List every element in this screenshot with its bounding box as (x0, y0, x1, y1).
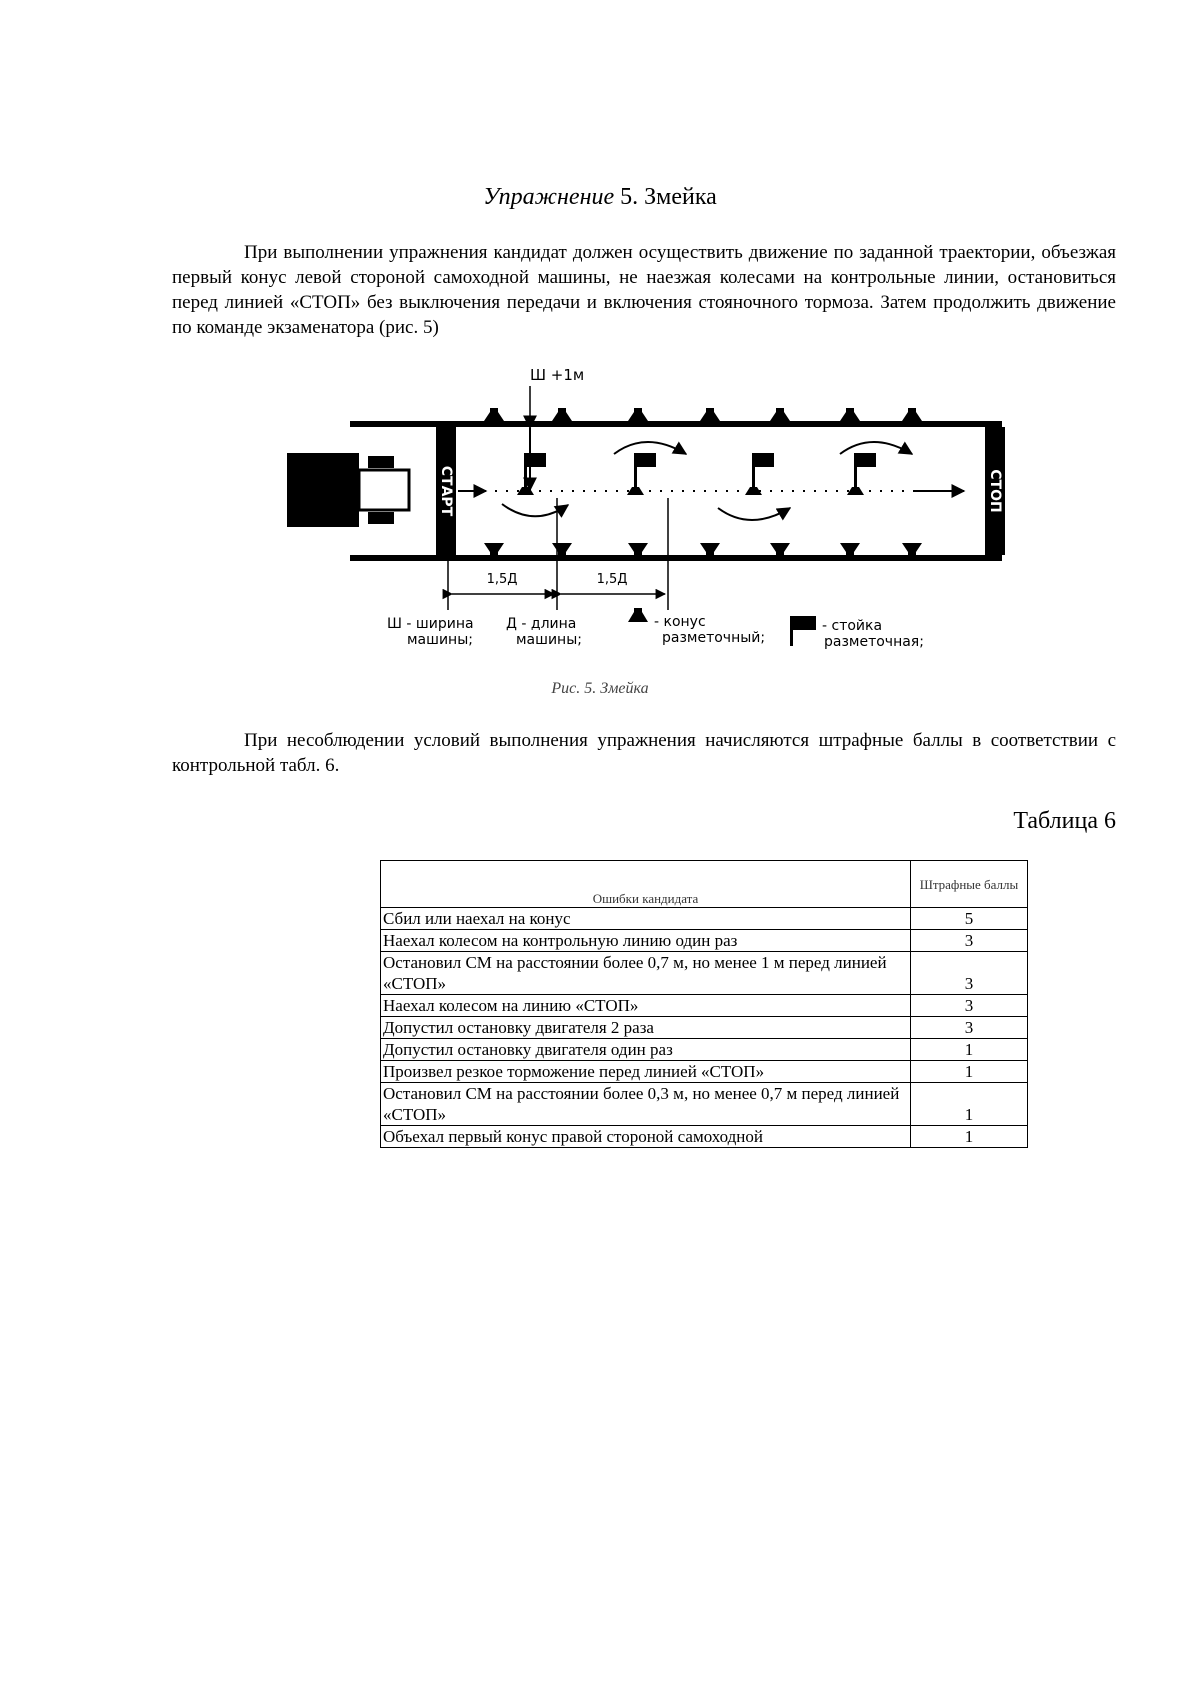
cone-icon (552, 408, 572, 421)
row-points: 1 (911, 1039, 1028, 1061)
legend-cone-line2: разметочный; (662, 630, 766, 646)
legend-width-line1: Ш - ширина (387, 616, 474, 632)
header-errors: Ошибки кандидата (381, 861, 911, 908)
cone-icon (484, 408, 504, 421)
row-error: Наехал колесом на контрольную линию один раз (381, 930, 911, 952)
bottom-cones (484, 543, 922, 555)
table-row (381, 1017, 1028, 1039)
legend-cone-icon (628, 608, 648, 622)
table-row (381, 1039, 1028, 1061)
flag-post-icon (627, 453, 656, 495)
start-label: СТАРТ (438, 465, 454, 517)
row-error: Произвел резкое торможение перед линией «СТОП» (381, 1061, 911, 1083)
flag-post-icon (517, 453, 546, 495)
row-points: 3 (911, 952, 1028, 995)
snake-diagram (272, 358, 1032, 658)
row-error: Допустил остановку двигателя один раз (381, 1039, 911, 1061)
row-error: Сбил или наехал на конус (381, 908, 911, 930)
cone-icon (770, 408, 790, 421)
row-points: 3 (911, 1017, 1028, 1039)
row-points: 1 (911, 1061, 1028, 1083)
cone-icon (902, 408, 922, 421)
cone-icon (902, 543, 922, 555)
legend-length-line1: Д - длина (506, 616, 577, 632)
top-cones (484, 408, 922, 421)
table-title: Таблица 6 (1013, 808, 1116, 834)
legend-flag-icon (790, 616, 816, 646)
cone-icon (552, 543, 572, 555)
cone-icon (770, 543, 790, 555)
distance-label-1: 1,5Д (486, 572, 518, 587)
exercise-title-rest: 5. Змейка (614, 184, 717, 210)
intro-paragraph: При выполнении упражнения кандидат должен осуществить движение по заданной траектории, объезжая первый конус левой стороной самоходной машины, не наезжая колесами на контрольные линии, остановиться перед линией «СТОП» без выключения передачи и включения стояночного тормоза. Затем продолжить движение по команде экзаменатора (рис. 5) (172, 242, 1116, 338)
table-row (381, 1061, 1028, 1083)
row-points: 1 (911, 1126, 1028, 1148)
distance-label-2: 1,5Д (596, 572, 628, 587)
penalty-paragraph: При несоблюдении условий выполнения упражнения начисляются штрафные баллы в соответствии с контрольной табл. 6. (172, 730, 1116, 776)
table-row (381, 908, 1028, 930)
row-points: 3 (911, 995, 1028, 1017)
cone-icon (628, 408, 648, 421)
cone-icon (840, 543, 860, 555)
table-header-row (381, 861, 1028, 908)
cone-icon (840, 408, 860, 421)
table-row (381, 1126, 1028, 1148)
row-points: 1 (911, 1083, 1028, 1126)
movement-arrows (502, 442, 912, 520)
penalty-table (380, 860, 1028, 1148)
row-error: Объехал первый конус правой стороной самоходной (381, 1126, 911, 1148)
legend-flag-line2: разметочная; (824, 634, 924, 650)
legend-flag-line1: - стойка (822, 618, 883, 634)
flag-post-icon (847, 453, 876, 495)
exercise-title (0, 182, 1200, 212)
flag-post-icon (745, 453, 774, 495)
legend-width-line2: машины; (407, 632, 473, 648)
legend-cone-line1: - конус (654, 614, 706, 630)
legend-length-line2: машины; (516, 632, 582, 648)
table-row (381, 1083, 1028, 1126)
figure-legend (387, 608, 924, 650)
row-points: 3 (911, 930, 1028, 952)
row-error: Остановил СМ на расстоянии более 0,3 м, но менее 0,7 м перед линией «СТОП» (381, 1083, 911, 1126)
cone-icon (628, 543, 648, 555)
row-error: Остановил СМ на расстоянии более 0,7 м, но менее 1 м перед линией «СТОП» (381, 952, 911, 995)
table-row (381, 952, 1028, 995)
width-dimension-label: Ш +1м (530, 366, 585, 384)
center-flags (517, 453, 876, 495)
cone-icon (484, 543, 504, 555)
table-row (381, 930, 1028, 952)
top-boundary-line (350, 421, 1002, 427)
row-points: 5 (911, 908, 1028, 930)
header-points: Штрафные баллы (911, 861, 1028, 908)
table-row (381, 995, 1028, 1017)
row-error: Наехал колесом на линию «СТОП» (381, 995, 911, 1017)
cone-icon (700, 408, 720, 421)
cone-icon (700, 543, 720, 555)
tractor-icon (287, 453, 409, 527)
figure-caption: Рис. 5. Змейка (551, 680, 649, 697)
stop-label: СТОП (987, 469, 1003, 513)
exercise-title-italic: Упражнение (483, 184, 615, 210)
row-error: Допустил остановку двигателя 2 раза (381, 1017, 911, 1039)
